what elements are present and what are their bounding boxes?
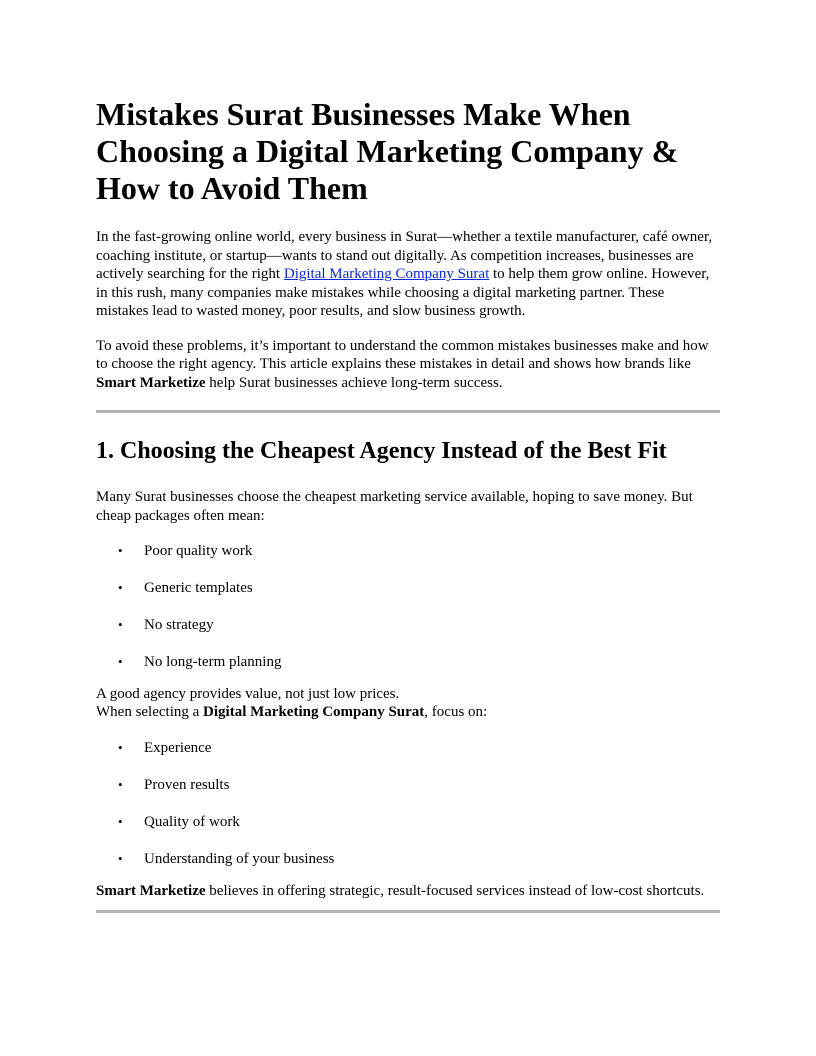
page-title: Mistakes Surat Businesses Make When Choosing a Digital Marketing Company & How to Avoid Them (96, 96, 679, 206)
list-item-text: No strategy (144, 617, 214, 634)
list-item (96, 739, 720, 758)
list-item (96, 776, 720, 795)
cheap-package-issues-list (96, 542, 720, 672)
intro2-text-start: To avoid these problems, it’s important to understand the common mistakes businesses make and how to choose the right agency. This article explains these mistakes in detail and shows how brands like (96, 337, 709, 372)
closing-text: believes in offering strategic, result-focused services instead of low-cost shortcuts. (205, 882, 705, 899)
list-item-text: Understanding of your business (144, 851, 335, 868)
list-item-text: Proven results (144, 776, 230, 793)
selection-line-start: When selecting a (96, 704, 204, 721)
bullet-icon: • (118, 851, 123, 867)
intro-text-start: In the fast-growing online world, every business in Surat—whether a textile manufacturer, café owner, coaching institute, or startup—wants to stand out digitally. As competition increases, businesses are actively searching for the right (96, 229, 713, 282)
list-item-text: Quality of work (144, 813, 240, 830)
intro2-text-end: help Surat businesses achieve long-term success. (205, 374, 503, 391)
list-item-text: Experience (144, 739, 212, 756)
section-paragraph: Many Surat businesses choose the cheapest marketing service available, hoping to save money. But cheap packages often mean: (96, 489, 693, 524)
list-item (96, 579, 720, 598)
selection-line-end: , focus on: (424, 704, 488, 721)
section-divider-bottom (96, 910, 720, 913)
value-paragraph (96, 685, 720, 722)
brand-name-bold: Smart Marketize (96, 374, 206, 391)
value-line: A good agency provides value, not just low prices. (96, 685, 400, 702)
list-item (96, 616, 720, 635)
intro-text-end: to help them grow online. However, in this rush, many companies make mistakes while choosing a digital marketing partner. These mistakes lead to wasted money, poor results, and slow business growth. (96, 266, 710, 319)
document-page (96, 96, 720, 913)
bullet-icon: • (118, 654, 123, 670)
section-heading: 1. Choosing the Cheapest Agency Instead of the Best Fit (96, 438, 667, 464)
intro-paragraph-2 (96, 337, 720, 393)
digital-marketing-company-surat-link[interactable]: Digital Marketing Company Surat (283, 266, 490, 282)
intro-paragraph (96, 228, 720, 321)
list-item-text: Generic templates (144, 580, 253, 597)
list-item-text: No long-term planning (144, 654, 282, 671)
list-item-text: Poor quality work (144, 543, 253, 559)
list-item (96, 813, 720, 832)
bullet-icon: • (118, 580, 123, 596)
list-item (96, 653, 720, 672)
section-divider (96, 410, 720, 413)
closing-paragraph (96, 882, 720, 901)
closing-brand-bold: Smart Marketize (96, 882, 206, 899)
bullet-icon: • (118, 813, 123, 829)
selection-criteria-list (96, 739, 720, 869)
bullet-icon: • (118, 739, 123, 755)
bullet-icon: • (118, 617, 123, 633)
bullet-icon: • (118, 543, 123, 558)
list-item (96, 542, 720, 561)
selection-line-bold: Digital Marketing Company Surat (203, 704, 425, 721)
bullet-icon: • (118, 776, 123, 792)
list-item (96, 850, 720, 869)
